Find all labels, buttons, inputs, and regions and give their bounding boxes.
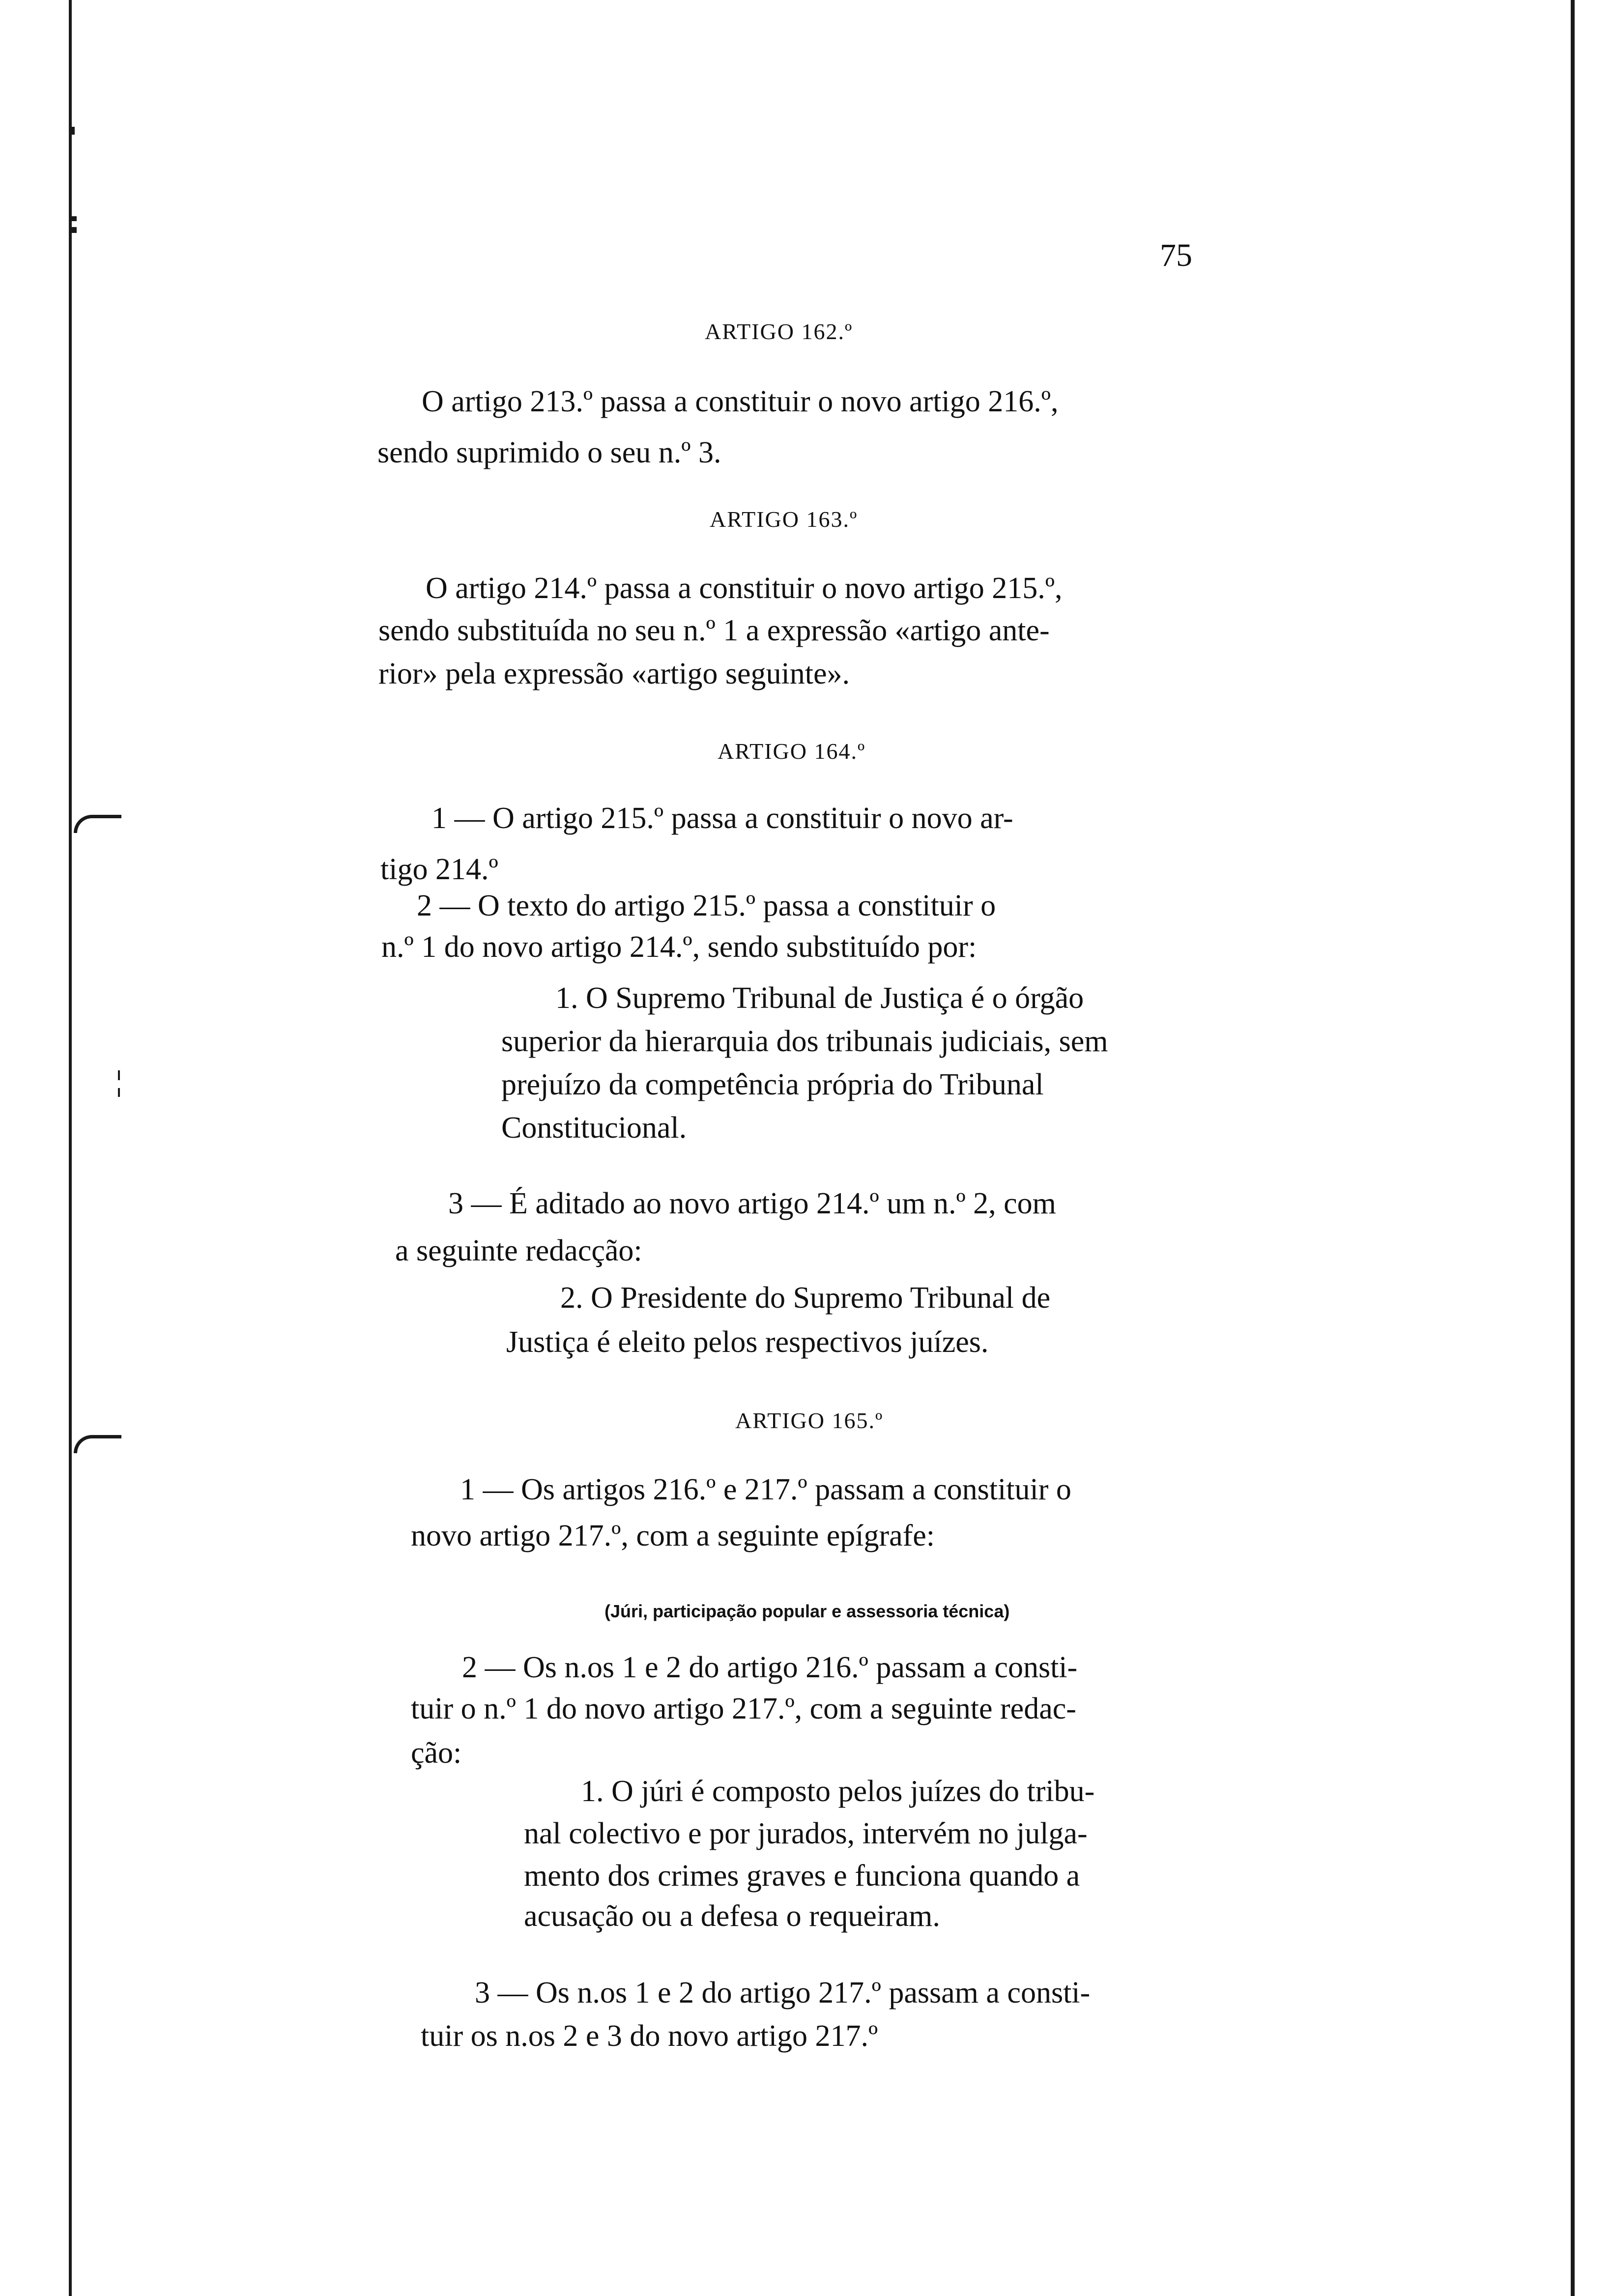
article-163-line: sendo substituída no seu n.º 1 a expressão «artigo ante- <box>378 614 1050 647</box>
article-162-line: O artigo 213.º passa a constituir o novo artigo 216.º, <box>422 385 1059 418</box>
article-165-quote-line: 1. O júri é composto pelos juízes do tribu- <box>581 1775 1095 1808</box>
article-164-line: 1 — O artigo 215.º passa a constituir o novo ar- <box>432 802 1013 835</box>
article-165-line: tuir os n.os 2 e 3 do novo artigo 217.º <box>421 2019 878 2053</box>
article-162-heading: ARTIGO 162.º <box>705 319 853 344</box>
article-164-line: n.º 1 do novo artigo 214.º, sendo substituído por: <box>381 930 977 964</box>
article-165-line: 2 — Os n.os 1 e 2 do artigo 216.º passam a consti- <box>462 1651 1078 1684</box>
scan-mark <box>118 1088 120 1097</box>
article-164-quote-line: 1. O Supremo Tribunal de Justiça é o órgão <box>555 981 1084 1015</box>
article-163-line: O artigo 214.º passa a constituir o novo artigo 215.º, <box>426 572 1063 605</box>
article-164-quote-line: 2. O Presidente do Supremo Tribunal de <box>560 1281 1051 1315</box>
article-165-heading: ARTIGO 165.º <box>735 1408 884 1433</box>
article-164-quote-line: Constitucional. <box>501 1111 687 1145</box>
article-165-line: novo artigo 217.º, com a seguinte epígrafe: <box>411 1519 935 1552</box>
article-165-quote-line: nal colectivo e por jurados, intervém no julga- <box>524 1817 1088 1850</box>
page-number: 75 <box>1160 237 1192 273</box>
article-162-line: sendo suprimido o seu n.º 3. <box>377 436 721 469</box>
article-165-line: ção: <box>411 1736 462 1770</box>
article-164-line: 3 — É aditado ao novo artigo 214.º um n.º 2, com <box>448 1187 1056 1220</box>
article-163-line: rior» pela expressão «artigo seguinte». <box>378 657 850 690</box>
article-163-heading: ARTIGO 163.º <box>710 507 858 532</box>
scan-mark <box>74 815 121 833</box>
article-164-quote-line: prejuízo da competência própria do Tribunal <box>501 1068 1044 1101</box>
article-164-heading: ARTIGO 164.º <box>718 739 866 764</box>
page-edge-right <box>1571 0 1575 2296</box>
article-165-line: 1 — Os artigos 216.º e 217.º passam a constituir o <box>460 1473 1071 1506</box>
article-164-quote-line: Justiça é eleito pelos respectivos juízes. <box>506 1325 989 1359</box>
article-165-quote-line: acusação ou a defesa o requeiram. <box>524 1899 940 1933</box>
article-164-line: 2 — O texto do artigo 215.º passa a constituir o <box>417 889 996 922</box>
article-164-quote-line: superior da hierarquia dos tribunais judiciais, sem <box>501 1025 1108 1058</box>
article-165-quote-line: mento dos crimes graves e funciona quando a <box>524 1859 1080 1893</box>
article-165-epigraph: (Júri, participação popular e assessoria técnica) <box>604 1601 1010 1621</box>
article-165-line: tuir o n.º 1 do novo artigo 217.º, com a seguinte redac- <box>411 1692 1076 1725</box>
article-164-line: a seguinte redacção: <box>395 1234 642 1267</box>
scan-mark <box>118 1070 120 1080</box>
article-165-line: 3 — Os n.os 1 e 2 do artigo 217.º passam a consti- <box>475 1976 1091 2009</box>
page-edge-left <box>69 0 72 2296</box>
scan-mark <box>72 227 77 233</box>
scan-mark <box>70 127 75 135</box>
scan-mark <box>74 1435 121 1453</box>
scan-mark <box>72 216 77 221</box>
article-164-line: tigo 214.º <box>380 853 498 886</box>
